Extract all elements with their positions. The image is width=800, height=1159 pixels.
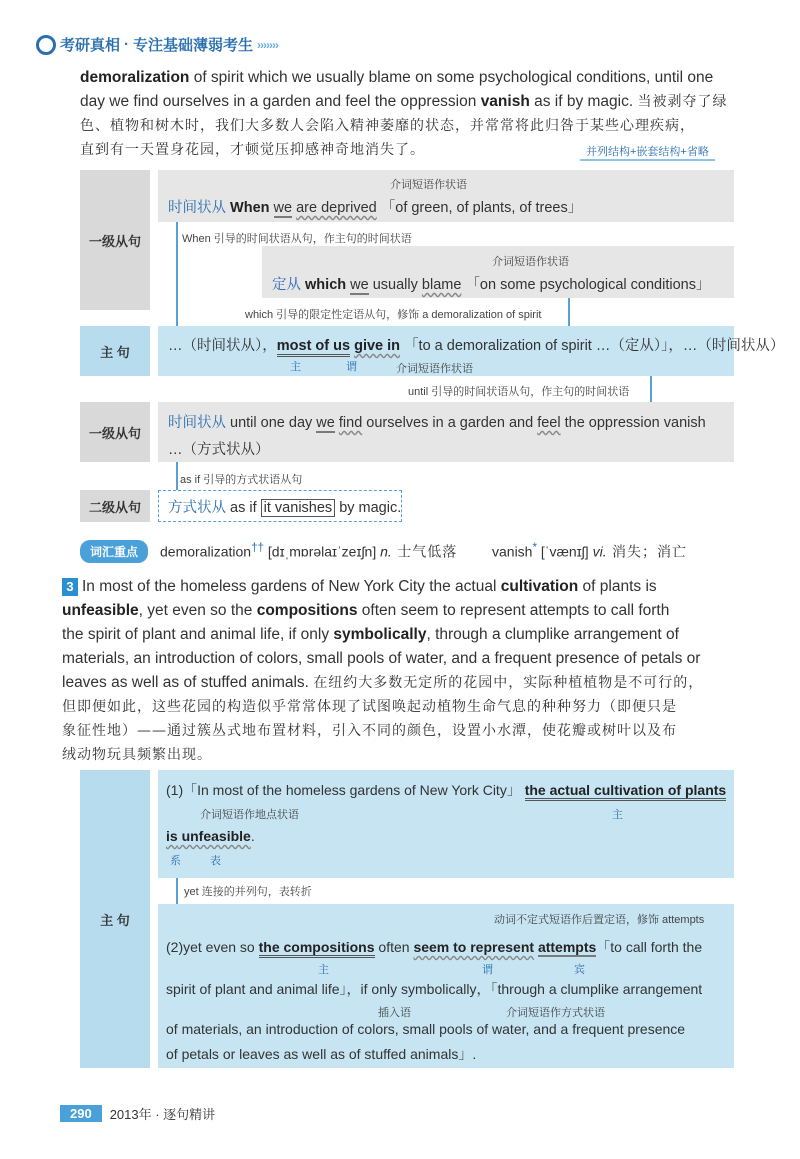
until-clause-line2: …（方式状从） (168, 442, 270, 458)
sentence-2-line3: of materials, an introduction of colors, small pools of water, and a frequent presence (166, 1021, 686, 1037)
sentence-2: (2)yet even so the compositions often seem to represent attempts「to call forth the (166, 937, 702, 957)
label-level1-clause-b: 一级从句 (80, 402, 150, 462)
label-main-clause: 主 句 (80, 326, 150, 376)
paragraph-number: 3 (62, 578, 78, 596)
label-predicative: 表 (210, 855, 221, 867)
structure-tag: 并列结构+嵌套结构+省略 (580, 143, 715, 161)
label-level1-clause: 一级从句 (80, 170, 150, 310)
sentence-2-line2: spirit of plant and animal life」，if only symbolically，「through a clumplike arrangement (166, 981, 703, 997)
sentence-2-line4: of petals or leaves as well as of stuffed animals」. (166, 1046, 477, 1062)
note-until: until 引导的时间状语从句，作主句的时间状语 (408, 386, 630, 398)
label-main-clause-2: 主 句 (80, 770, 150, 1068)
label-subject: 主 (290, 361, 301, 373)
main-clause: …（时间状从），most of us give in 「to a demoralization of spirit …（定从）」，…（时间状从） (168, 334, 784, 355)
header-title: 考研真相 (60, 37, 121, 54)
when-clause: 时间状从 When we are deprived 「of green, of plants, of trees」 (168, 200, 583, 216)
connector-line-1 (176, 222, 178, 326)
which-clause: 定从 which we usually blame 「on some psychological conditions」 (272, 277, 711, 293)
vocab-item-2: vanish* [ˈvænɪʃ] vi. 消失；消亡 (492, 541, 688, 561)
bold-word: vanish (480, 93, 530, 110)
note-yet: yet 连接的并列句，表转折 (184, 886, 312, 898)
label-predicate: 谓 (346, 361, 357, 373)
header-subtitle: 专注基础薄弱考生 (133, 37, 254, 54)
label-link: 系 (170, 855, 181, 867)
bold-word: demoralization (80, 69, 190, 86)
vocab-item-1: demoralization†† [dɪˌmɒrəlaɪˈzeɪʃn] n. 士气低落 (160, 541, 458, 561)
sentence-1: (1)「In most of the homeless gardens of New York City」 the actual cultivation of plants (166, 780, 726, 800)
note-insert: 插入语 (378, 1007, 411, 1019)
label-level2-clause: 二级从句 (80, 490, 150, 522)
paragraph-1: demoralization of spirit which we usually blame on some psychological conditions, until one day we find ourselves in a garden and feel the oppression vanish as if by magic. 当被剥夺了绿 色、植物和树木时，我们大多数人会陷入精神萎靡的状态，并常常将此归咎于某些心理疾病， 直到有一天置身花园，才顿觉压抑感神奇地消失了。 (80, 69, 728, 158)
as-if-clause: 方式状从 as if it vanishes by magic. (168, 500, 402, 516)
note-prep-3: 介词短语作状语 (396, 363, 473, 375)
connector-line-2 (568, 298, 570, 326)
note-prep-place: 介词短语作地点状语 (200, 809, 299, 821)
label-object-3: 宾 (574, 964, 585, 976)
arrows-icon: ››››››› (257, 37, 279, 52)
note-prep-manner: 介词短语作方式状语 (506, 1007, 605, 1019)
connector-line-4 (176, 462, 178, 490)
label-subject-3: 主 (318, 964, 329, 976)
note-prep-1: 介词短语作状语 (390, 179, 467, 191)
page-number: 290 (60, 1105, 102, 1122)
note-which: which 引导的限定性定语从句，修饰 a demoralization of spirit (245, 309, 542, 321)
note-when: When 引导的时间状语从句，作主句的时间状语 (182, 233, 412, 245)
connector-line-5 (176, 878, 178, 904)
connector-line-3 (650, 376, 652, 402)
page-footer (60, 1104, 215, 1123)
logo-icon (36, 35, 56, 55)
paragraph-3: 3 In most of the homeless gardens of New York City the actual cultivation of plants is unfeasible, yet even so the compositions often seem to represent attempts to call forth the spirit of plant and animal life, if only symbolically, through a clumplike arrangement of materials, an introduction of colors, small pools of water, and a frequent presence of petals or leaves as well as of stuffed animals. 在纽约大多数无定所的花园中，实际种植植物是不可行的， 但即便如此，这些花园的构造似乎常常体现了试图唤起动植物生命气息的种种努力（即便只是 象征性地）——通过簇丛式地布置材料，引入不同的颜色，设置小水潭，使花瓣或树叶以及布 绒动物玩具频繁出现。 (62, 578, 704, 763)
until-clause: 时间状从 until one day we find ourselves in a garden and feel the oppression vanish (168, 415, 706, 431)
note-infinitive: 动词不定式短语作后置定语，修饰 attempts (494, 914, 705, 926)
label-subject-2: 主 (612, 809, 623, 821)
label-predicate-3: 谓 (482, 964, 493, 976)
footer-text: 2013年 · 逐句精讲 (109, 1107, 216, 1122)
vocab-tag: 词汇重点 (80, 540, 148, 563)
page-header: 考研真相 · 专注基础薄弱考生 ››››››› (36, 34, 278, 55)
note-prep-2: 介词短语作状语 (492, 256, 569, 268)
sentence-1-line2: is unfeasible. (166, 828, 255, 844)
note-as-if: as if 引导的方式状语从句 (180, 474, 303, 486)
